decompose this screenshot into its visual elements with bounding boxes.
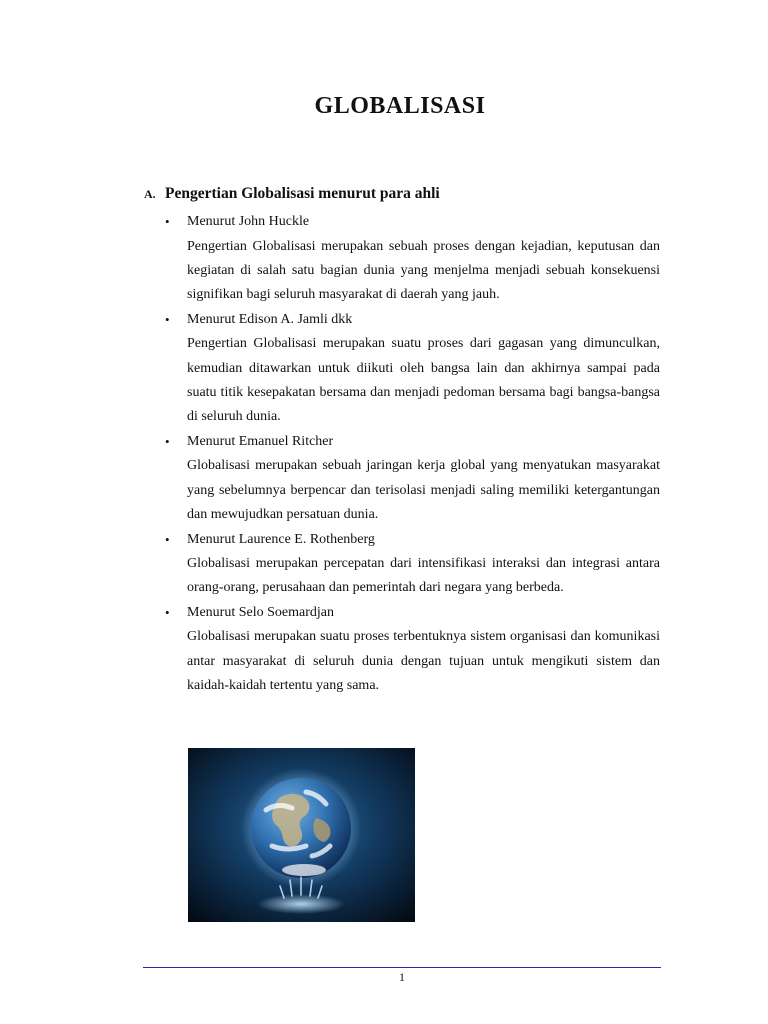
expert-name: Menurut Edison A. Jamli dkk: [187, 311, 353, 327]
footer-rule: [143, 967, 661, 968]
section-heading: [144, 185, 440, 203]
list-item: [165, 210, 660, 308]
earth-globe-image: [188, 748, 415, 922]
expert-list: [165, 210, 660, 699]
globe-ocean: [251, 778, 351, 878]
expert-name: Menurut Selo Soemardjan: [187, 604, 334, 620]
bullet-icon: •: [165, 214, 170, 229]
expert-definition: Globalisasi merupakan percepatan dari intensifikasi interaksi dan integrasi antara orang-orang, perusahaan dan pemerintah dari negara yang berbeda.: [187, 556, 660, 596]
bullet-icon: •: [165, 531, 170, 547]
expert-definition: Pengertian Globalisasi merupakan sebuah proses dengan kejadian, keputusan dan kegiatan di salah satu bagian dunia yang menjelma menjadi sebuah konsekuensi signifikan bagi seluruh masyarakat di daerah yang jauh.: [187, 238, 660, 303]
page-number: 1: [399, 970, 405, 984]
page-title: GLOBALISASI: [314, 93, 486, 119]
section-heading-text: Pengertian Globalisasi menurut para ahli: [165, 185, 440, 202]
list-item: [165, 430, 660, 528]
globe-polar-ice: [282, 864, 326, 876]
expert-name: Menurut Laurence E. Rothenberg: [187, 531, 375, 547]
bullet-icon: •: [165, 311, 170, 327]
list-item: [165, 528, 660, 601]
list-item: [165, 601, 660, 699]
expert-name: Menurut John Huckle: [187, 214, 310, 229]
expert-definition: Globalisasi merupakan sebuah jaringan kerja global yang menyatukan masyarakat yang sebelumnya berpencar dan terisolasi menjadi saling memiliki ketergantungan dan mewujudkan persatuan dunia.: [187, 458, 660, 523]
expert-definition: Pengertian Globalisasi merupakan suatu proses dari gagasan yang dimunculkan, kemudian ditawarkan untuk diikuti oleh bangsa lain dan akhirnya sampai pada suatu titik kesepakatan bersama dan menjadi pedoman bersama bagi bangsa-bangsa di seluruh dunia.: [187, 336, 660, 425]
section-letter: A.: [144, 187, 156, 201]
bullet-icon: •: [165, 604, 170, 620]
water-splash: [257, 894, 345, 914]
list-item: [165, 308, 660, 430]
expert-name: Menurut Emanuel Ritcher: [187, 433, 334, 449]
bullet-icon: •: [165, 433, 170, 449]
expert-definition: Globalisasi merupakan suatu proses terbentuknya sistem organisasi dan komunikasi antar masyarakat di seluruh dunia dengan tujuan untuk mengikuti sistem dan kaidah-kaidah tertentu yang sama.: [187, 629, 660, 694]
